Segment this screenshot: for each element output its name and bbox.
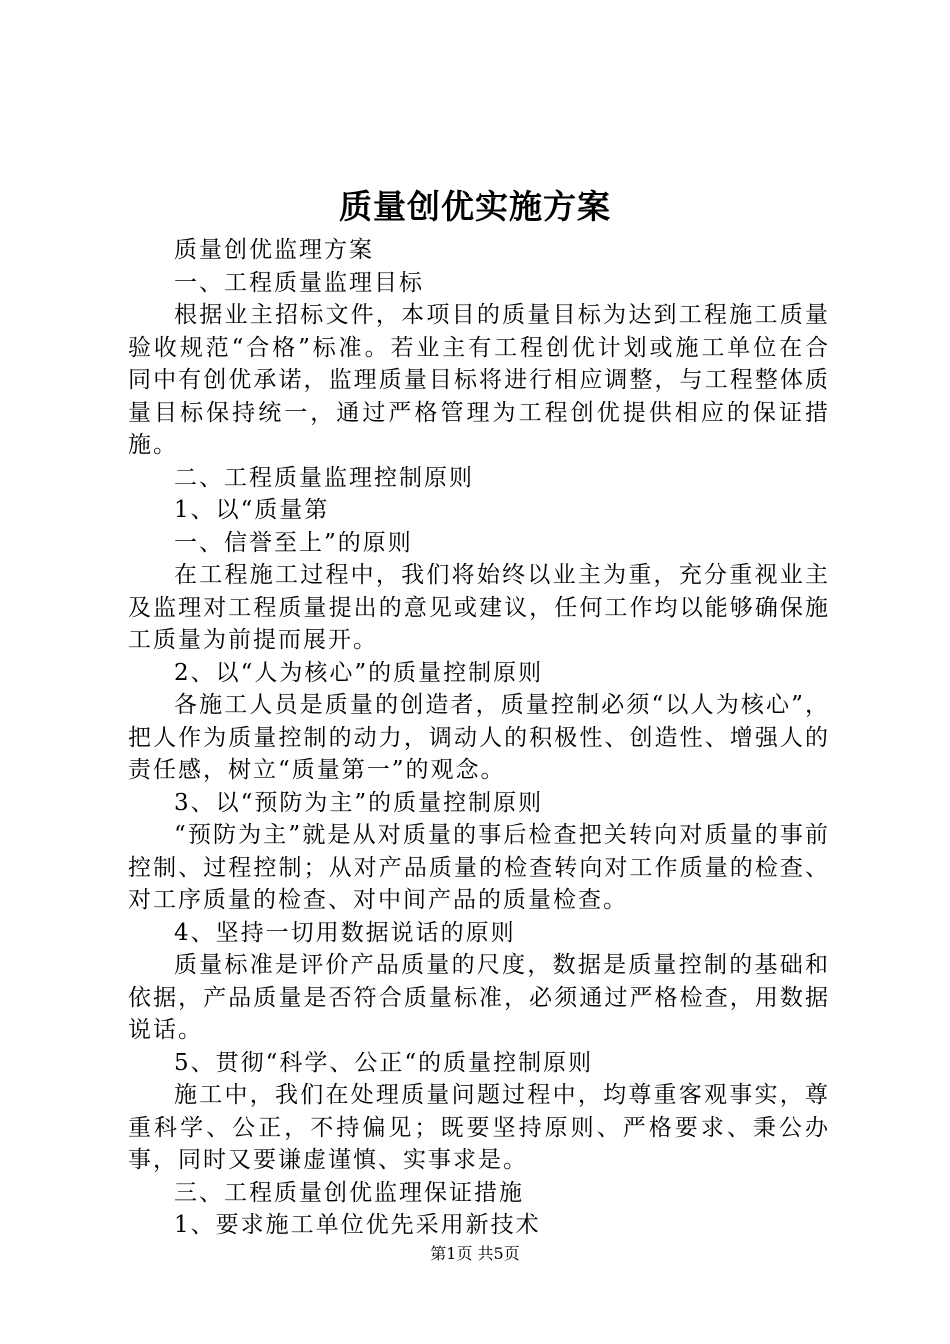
paragraph: 根据业主招标文件，本项目的质量目标为达到工程施工质量验收规范“合格”标准。若业主有工程创优计划或施工单位在合同中有创优承诺，监理质量目标将进行相应调整，与工程整体质量目标保持统一，通过严格管理为工程创优提供相应的保证措施。 xyxy=(128,302,830,458)
paragraph: 质量标准是评价产品质量的尺度，数据是质量控制的基础和依据，产品质量是否符合质量标准，必须通过严格检查，用数据说话。 xyxy=(128,952,830,1043)
subsection-heading: 4、坚持一切用数据说话的原则 xyxy=(174,919,516,946)
section-heading: 三、工程质量创优监理保证措施 xyxy=(174,1179,524,1206)
paragraph: 各施工人员是质量的创造者，质量控制必须“以人为核心”，把人作为质量控制的动力，调动人的积极性、创造性、增强人的责任感，树立“质量第一”的观念。 xyxy=(128,692,830,783)
paragraph: “预防为主”就是从对质量的事后检查把关转向对质量的事前控制、过程控制；从对产品质量的检查转向对工作质量的检查、对工序质量的检查、对中间产品的质量检查。 xyxy=(128,822,830,913)
section-heading: 一、工程质量监理目标 xyxy=(174,269,424,296)
document-body xyxy=(128,234,830,1242)
subsection-heading: 1、以“质量第 xyxy=(174,497,330,523)
subsection-heading: 1、要求施工单位优先采用新技术 xyxy=(174,1212,541,1238)
subsection-heading: 5、贯彻“科学、公正“的质量控制原则 xyxy=(174,1049,594,1076)
subsection-heading: 2、以“人为核心”的质量控制原则 xyxy=(174,659,544,686)
paragraph: 在工程施工过程中，我们将始终以业主为重，充分重视业主及监理对工程质量提出的意见或建议，任何工作均以能够确保施工质量为前提而展开。 xyxy=(128,562,830,653)
page-footer: 第1页 共5页 xyxy=(430,1244,520,1263)
section-heading: 二、工程质量监理控制原则 xyxy=(174,464,474,491)
subsection-heading: 一、信誉至上”的原则 xyxy=(174,529,413,556)
document-title: 质量创优实施方案 xyxy=(339,187,611,226)
paragraph: 质量创优监理方案 xyxy=(174,237,374,263)
subsection-heading: 3、以“预防为主”的质量控制原则 xyxy=(174,789,544,816)
paragraph: 施工中，我们在处理质量问题过程中，均尊重客观事实，尊重科学、公正，不持偏见；既要坚持原则、严格要求、秉公办事，同时又要谦虚谨慎、实事求是。 xyxy=(128,1082,830,1173)
